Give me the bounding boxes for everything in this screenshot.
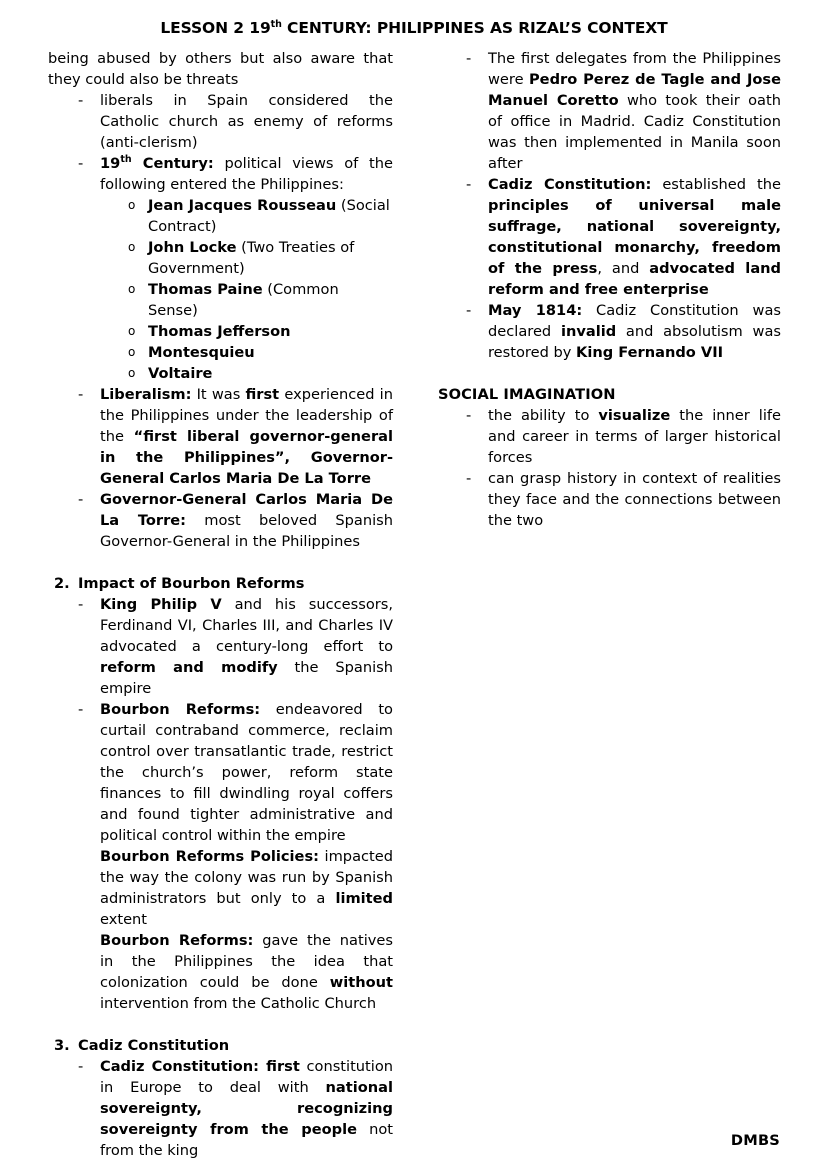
- page-title-prefix: LESSON 2 19: [160, 19, 271, 37]
- bullet-text: [100, 701, 393, 844]
- section-2-bullet-list: [48, 594, 393, 846]
- emphasis-text: principles of universal male suffrage, national sovereignty, constitutional monarchy, freedom of the press: [488, 197, 781, 277]
- plain-text: and absolutism was restored by: [488, 323, 781, 361]
- sub-bullet-item: [48, 342, 393, 363]
- bullet-item: [48, 90, 393, 153]
- bullet-text: [148, 365, 212, 382]
- bullet-item: [436, 174, 781, 300]
- plain-text: constitution in Europe to deal with: [100, 1058, 393, 1096]
- emphasis-text: invalid: [560, 323, 617, 340]
- plain-text: The first delegates from the Philippines were: [488, 50, 781, 88]
- bullet-text: [100, 596, 393, 697]
- emphasis-text: th: [120, 154, 132, 166]
- page-footer: DMBS: [730, 1132, 780, 1149]
- section-2-title: Impact of Bourbon Reforms: [78, 575, 305, 592]
- bullet-text: [148, 323, 291, 340]
- emphasis-text: Montesquieu: [148, 344, 255, 361]
- bullet-text: [148, 344, 255, 361]
- continued-paragraph: being abused by others but also aware that they could also be threats: [48, 50, 393, 88]
- plain-text: liberals in Spain considered the Catholic church as enemy of reforms (anti-clerism): [100, 92, 393, 151]
- dash-bullet-marker: -: [78, 701, 84, 718]
- bullet-text: [488, 302, 781, 361]
- bullet-item: [436, 48, 781, 174]
- emphasis-text: visualize: [598, 407, 671, 424]
- emphasis-text: national sovereignty, recognizing sovereignty from the people: [100, 1079, 393, 1138]
- plain-text: (Common Sense): [148, 281, 339, 319]
- bullet-text: [100, 155, 393, 193]
- right-column: [436, 48, 781, 531]
- left-column: [48, 48, 393, 1161]
- sub-bullet-item: [48, 237, 393, 279]
- emphasis-text: May 1814:: [488, 302, 583, 319]
- section-3-number: 3.: [54, 1037, 70, 1054]
- spacer: [48, 1014, 393, 1035]
- bullet-item: [48, 489, 393, 552]
- section-3-title: Cadiz Constitution: [78, 1037, 230, 1054]
- emphasis-text: King Philip V: [100, 596, 222, 613]
- dash-bullet-marker: -: [78, 155, 84, 172]
- dash-bullet-marker: -: [466, 176, 472, 193]
- emphasis-text: limited: [335, 890, 393, 907]
- bullet-item: [48, 153, 393, 195]
- plain-text: not from the king: [100, 1121, 393, 1159]
- bullet-item: [48, 699, 393, 846]
- plain-text: (Two Treaties of Government): [148, 239, 355, 277]
- bullet-text: [148, 197, 390, 235]
- plain-text: most beloved Spanish Governor-General in the Philippines: [100, 512, 393, 550]
- circle-bullet-marker: o: [128, 198, 136, 212]
- bullet-text: [488, 407, 781, 466]
- circle-bullet-marker: o: [128, 324, 136, 338]
- emphasis-text: without: [329, 974, 393, 991]
- circle-bullet-marker: o: [128, 282, 136, 296]
- plain-text: intervention from the Catholic Church: [100, 995, 377, 1012]
- text-paragraph: [48, 846, 393, 930]
- section-2-paragraph-list: [48, 846, 393, 1014]
- bullet-item: [436, 300, 781, 363]
- section-2-number: 2.: [54, 575, 70, 592]
- plain-text: the ability to: [488, 407, 599, 424]
- bullet-text: [148, 281, 339, 319]
- dash-bullet-marker: -: [78, 491, 84, 508]
- bullet-text: [488, 50, 781, 172]
- dash-bullet-marker: -: [78, 92, 84, 109]
- dash-bullet-marker: -: [466, 407, 472, 424]
- bullet-item: [436, 468, 781, 531]
- bullet-item: [436, 405, 781, 468]
- dash-bullet-marker: -: [78, 596, 84, 613]
- left-top-bullet-list: [48, 90, 393, 195]
- plain-text: political views of the following entered the Philippines:: [100, 155, 393, 193]
- bullet-text: [100, 932, 393, 1012]
- bullet-text: [148, 239, 354, 277]
- circle-bullet-marker: o: [128, 345, 136, 359]
- plain-text: established the: [651, 176, 781, 193]
- emphasis-text: Voltaire: [148, 365, 213, 382]
- circle-bullet-marker: o: [128, 240, 136, 254]
- plain-text: and his successors, Ferdinand VI, Charles III, and Charles IV advocated a century-long effort to: [100, 596, 393, 655]
- plain-text: experienced in the Philippines under the leadership of the: [100, 386, 393, 445]
- plain-text: can grasp history in context of realities they face and the connections between the two: [488, 470, 781, 529]
- emphasis-text: 19: [100, 155, 121, 172]
- spacer: [48, 552, 393, 573]
- emphasis-text: Pedro Perez de Tagle and Jose Manuel Coretto: [488, 71, 781, 109]
- bullet-text: [100, 386, 393, 487]
- section-2-heading: [48, 573, 393, 594]
- emphasis-text: Century:: [131, 155, 214, 172]
- emphasis-text: Cadiz Constitution: first: [100, 1058, 300, 1075]
- emphasis-text: Bourbon Reforms:: [100, 932, 254, 949]
- plain-text: impacted the way the colony was run by Spanish administrators but only to a: [100, 848, 393, 907]
- dash-bullet-marker: -: [78, 1058, 84, 1075]
- plain-text: Cadiz Constitution was declared: [488, 302, 782, 340]
- emphasis-text: Bourbon Reforms:: [100, 701, 261, 718]
- plain-text: who took their oath of office in Madrid. Cadiz Constitution was then implemented in Manila soon after: [488, 92, 781, 172]
- sub-bullet-item: [48, 363, 393, 384]
- bullet-item: [48, 384, 393, 489]
- right-top-bullet-list: [436, 48, 781, 363]
- circle-bullet-marker: o: [128, 366, 136, 380]
- bullet-text: [488, 176, 781, 298]
- dash-bullet-marker: -: [78, 386, 84, 403]
- emphasis-text: first: [245, 386, 280, 403]
- emphasis-text: Governor-General Carlos Maria De La Torre:: [100, 491, 393, 529]
- plain-text: It was: [191, 386, 246, 403]
- bullet-item: [48, 594, 393, 699]
- emphasis-text: Bourbon Reforms Policies:: [100, 848, 319, 865]
- text-paragraph: [48, 930, 393, 1014]
- social-imagination-heading: SOCIAL IMAGINATION: [438, 386, 616, 403]
- plain-text: extent: [100, 911, 148, 928]
- emphasis-text: Thomas Jefferson: [148, 323, 291, 340]
- page-title-ordinal: th: [270, 18, 282, 30]
- spacer: [436, 363, 781, 384]
- plain-text: , and: [597, 260, 650, 277]
- section-3-heading: [48, 1035, 393, 1056]
- plain-text: endeavored to curtail contraband commerce, reclaim control over transatlantic trade, restrict the church’s power, reform state finances to fill dwindling royal coffers and found tighter administrative and political control within the empire: [100, 701, 393, 844]
- bullet-text: [100, 491, 393, 550]
- social-imagination-bullet-list: [436, 405, 781, 531]
- emphasis-text: King Fernando VII: [576, 344, 724, 361]
- emphasis-text: Jean Jacques Rousseau: [148, 197, 337, 214]
- emphasis-text: Liberalism:: [100, 386, 192, 403]
- liberalism-bullet-list: [48, 384, 393, 552]
- plain-text: the inner life and career in terms of larger historical forces: [488, 407, 781, 466]
- emphasis-text: advocated land reform and free enterprise: [488, 260, 781, 298]
- bullet-text: [100, 92, 393, 151]
- emphasis-text: Cadiz Constitution:: [488, 176, 652, 193]
- plain-text: gave the natives in the Philippines the idea that colonization could be done: [100, 932, 393, 991]
- emphasis-text: Thomas Paine: [148, 281, 263, 298]
- thinkers-sub-list: [48, 195, 393, 384]
- plain-text: the Spanish empire: [100, 659, 393, 697]
- plain-text: (Social Contract): [148, 197, 390, 235]
- sub-bullet-item: [48, 321, 393, 342]
- emphasis-text: John Locke: [148, 239, 237, 256]
- bullet-text: [488, 470, 781, 529]
- dash-bullet-marker: -: [466, 50, 472, 67]
- page-title-suffix: CENTURY: PHILIPPINES AS RIZAL’S CONTEXT: [281, 19, 668, 37]
- sub-bullet-item: [48, 195, 393, 237]
- sub-bullet-item: [48, 279, 393, 321]
- bullet-text: [100, 848, 393, 928]
- dash-bullet-marker: -: [466, 302, 472, 319]
- emphasis-text: reform and modify: [100, 659, 278, 676]
- page-title: [0, 18, 828, 38]
- dash-bullet-marker: -: [466, 470, 472, 487]
- emphasis-text: “first liberal governor-general in the Philippines”, Governor-General Carlos Maria De La Torre: [100, 428, 393, 487]
